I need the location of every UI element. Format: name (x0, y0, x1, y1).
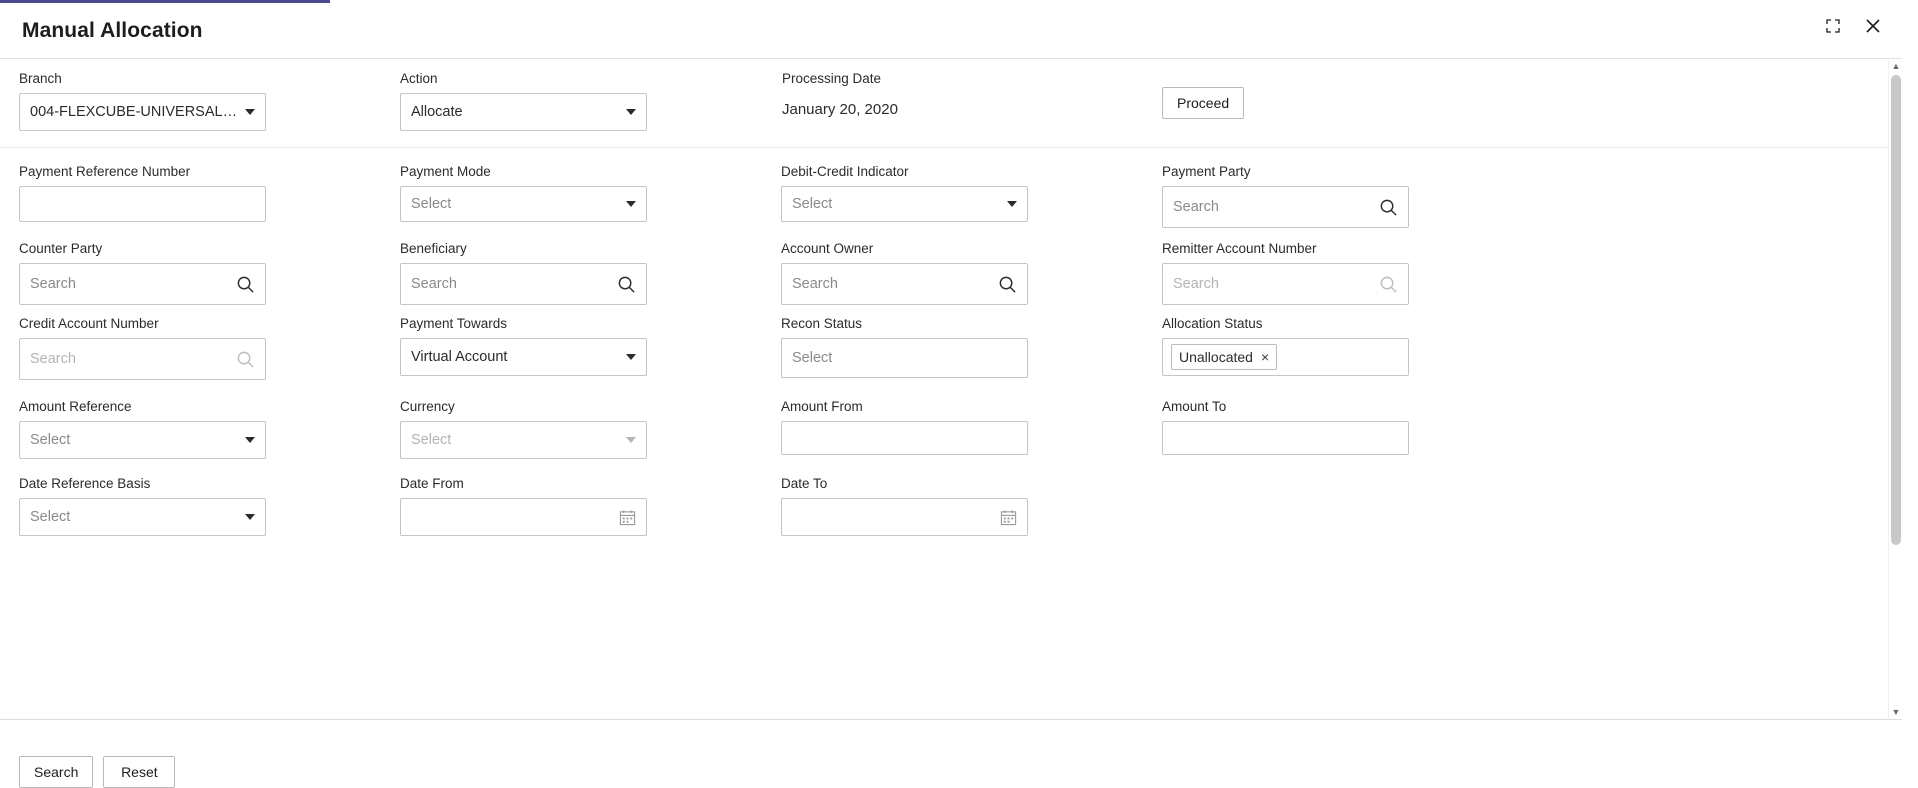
processing-date-value: January 20, 2020 (782, 101, 898, 118)
credit-account-number-field (19, 316, 266, 380)
chevron-down-icon (626, 354, 636, 360)
account-owner-field (781, 241, 1028, 305)
debit-credit-indicator-placeholder: Select (792, 196, 833, 212)
date-to-label: Date To (781, 476, 828, 491)
account-owner-search-input[interactable] (781, 263, 1028, 305)
search-icon (236, 350, 255, 369)
payment-party-placeholder: Search (1173, 199, 1219, 215)
payment-reference-number-label: Payment Reference Number (19, 164, 191, 179)
amount-from-field (781, 399, 1028, 455)
amount-reference-placeholder: Select (30, 432, 71, 448)
debit-credit-indicator-select[interactable] (781, 186, 1028, 222)
counter-party-placeholder: Search (30, 276, 76, 292)
page-title: Manual Allocation (22, 18, 203, 42)
date-reference-basis-select[interactable] (19, 498, 266, 536)
search-icon (1379, 275, 1398, 294)
recon-status-placeholder: Select (792, 350, 833, 366)
amount-reference-label: Amount Reference (19, 399, 132, 414)
credit-account-number-search-input[interactable] (19, 338, 266, 380)
window-titlebar (0, 3, 1902, 59)
credit-account-number-label: Credit Account Number (19, 316, 159, 331)
counter-party-label: Counter Party (19, 241, 103, 256)
date-reference-basis-field (19, 476, 266, 536)
action-select[interactable] (400, 93, 647, 131)
payment-party-search-input[interactable] (1162, 186, 1409, 228)
scroll-down-icon[interactable]: ▼ (1891, 707, 1901, 717)
currency-label: Currency (400, 399, 455, 414)
form-actions (19, 756, 175, 788)
amount-to-field (1162, 399, 1409, 455)
chevron-down-icon (245, 514, 255, 520)
beneficiary-search-input[interactable] (400, 263, 647, 305)
window-body (0, 59, 1902, 780)
date-to-input[interactable] (781, 498, 1028, 536)
remitter-account-number-placeholder: Search (1173, 276, 1219, 292)
amount-to-input[interactable] (1162, 421, 1409, 455)
chip-remove-icon[interactable]: × (1260, 349, 1270, 365)
currency-select[interactable] (400, 421, 647, 459)
remitter-account-number-label: Remitter Account Number (1162, 241, 1317, 256)
payment-mode-select[interactable] (400, 186, 647, 222)
calendar-icon[interactable] (1000, 509, 1017, 526)
date-reference-basis-label: Date Reference Basis (19, 476, 151, 491)
payment-mode-placeholder: Select (411, 196, 452, 212)
chevron-down-icon (1007, 201, 1017, 207)
credit-account-number-placeholder: Search (30, 351, 76, 367)
branch-field (19, 71, 266, 131)
date-reference-basis-placeholder: Select (30, 509, 71, 525)
amount-reference-field (19, 399, 266, 459)
beneficiary-label: Beneficiary (400, 241, 467, 256)
close-icon[interactable] (1862, 15, 1884, 37)
reset-button[interactable]: Reset (103, 756, 175, 788)
branch-label: Branch (19, 71, 62, 86)
payment-reference-number-field (19, 164, 266, 222)
allocation-status-multiselect[interactable] (1162, 338, 1409, 376)
action-field (400, 71, 647, 131)
chevron-down-icon (626, 109, 636, 115)
chevron-down-icon (626, 437, 636, 443)
chevron-down-icon (245, 109, 255, 115)
scrollbar-thumb[interactable] (1891, 75, 1901, 545)
date-from-field (400, 476, 647, 536)
calendar-icon[interactable] (619, 509, 636, 526)
search-icon[interactable] (617, 275, 636, 294)
allocation-status-label: Allocation Status (1162, 316, 1263, 331)
search-icon[interactable] (998, 275, 1017, 294)
payment-reference-number-input[interactable] (19, 186, 266, 222)
date-to-field (781, 476, 1028, 536)
debit-credit-indicator-label: Debit-Credit Indicator (781, 164, 909, 179)
date-from-input[interactable] (400, 498, 647, 536)
recon-status-field (781, 316, 1028, 378)
account-owner-placeholder: Search (792, 276, 838, 292)
search-button[interactable]: Search (19, 756, 93, 788)
titlebar-actions (1822, 15, 1884, 37)
recon-status-select[interactable] (781, 338, 1028, 378)
beneficiary-placeholder: Search (411, 276, 457, 292)
payment-towards-label: Payment Towards (400, 316, 508, 331)
processing-date-label: Processing Date (782, 71, 882, 86)
amount-from-input[interactable] (781, 421, 1028, 455)
payment-towards-field (400, 316, 647, 376)
amount-from-label: Amount From (781, 399, 863, 414)
allocation-status-chip-label: Unallocated (1179, 349, 1253, 365)
branch-value: 004-FLEXCUBE-UNIVERSAL… (30, 104, 238, 120)
counter-party-search-input[interactable] (19, 263, 266, 305)
payment-mode-field (400, 164, 647, 222)
counter-party-field (19, 241, 266, 305)
header-filter-row (0, 59, 1902, 148)
scroll-up-icon[interactable]: ▲ (1891, 61, 1901, 71)
chevron-down-icon (626, 201, 636, 207)
vertical-scrollbar[interactable] (1888, 59, 1902, 719)
payment-towards-select[interactable] (400, 338, 647, 376)
remitter-account-number-field (1162, 241, 1409, 305)
account-owner-label: Account Owner (781, 241, 874, 256)
search-icon[interactable] (236, 275, 255, 294)
branch-select[interactable] (19, 93, 266, 131)
payment-towards-value: Virtual Account (411, 349, 508, 365)
currency-field (400, 399, 647, 459)
payment-mode-label: Payment Mode (400, 164, 491, 179)
remitter-account-number-search-input[interactable] (1162, 263, 1409, 305)
proceed-button-wrap (1162, 87, 1244, 119)
amount-to-label: Amount To (1162, 399, 1227, 414)
payment-party-field (1162, 164, 1409, 228)
recon-status-label: Recon Status (781, 316, 863, 331)
action-value: Allocate (411, 104, 463, 120)
allocation-status-field (1162, 316, 1409, 376)
collapse-icon[interactable] (1822, 15, 1844, 37)
beneficiary-field (400, 241, 647, 305)
search-form (0, 148, 1902, 780)
search-icon[interactable] (1379, 198, 1398, 217)
processing-date-field (782, 71, 1082, 118)
action-label: Action (400, 71, 438, 86)
allocation-status-chip[interactable] (1171, 344, 1277, 370)
proceed-button[interactable]: Proceed (1162, 87, 1244, 119)
chevron-down-icon (245, 437, 255, 443)
manual-allocation-window (0, 3, 1902, 780)
date-from-label: Date From (400, 476, 464, 491)
payment-party-label: Payment Party (1162, 164, 1251, 179)
currency-placeholder: Select (411, 432, 452, 448)
debit-credit-indicator-field (781, 164, 1028, 222)
amount-reference-select[interactable] (19, 421, 266, 459)
